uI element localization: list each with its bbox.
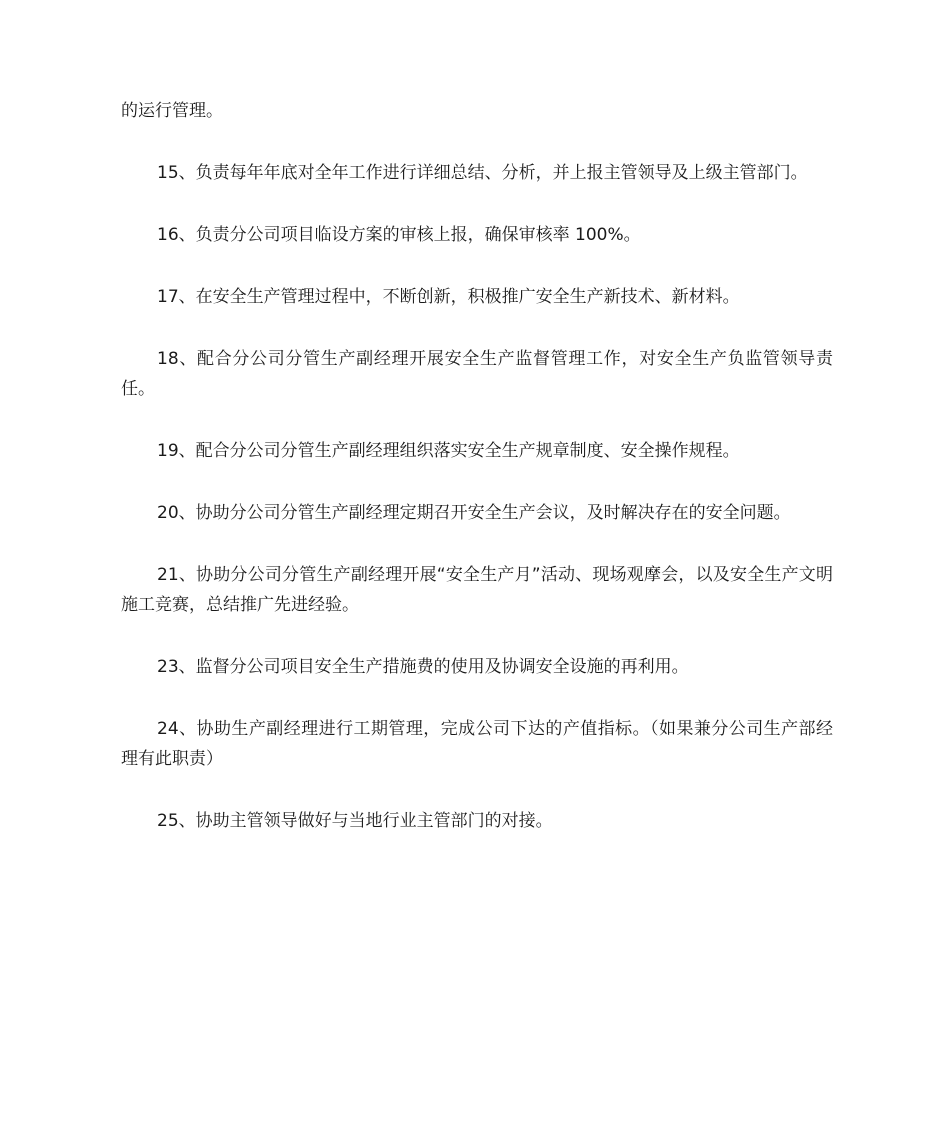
list-item-16: 16、负责分公司项目临设方案的审核上报，确保审核率 100%。 [157, 225, 641, 245]
list-item-23: 23、监督分公司项目安全生产措施费的使用及协调安全设施的再利用。 [157, 657, 689, 677]
document-body [121, 96, 833, 868]
list-item-19: 19、配合分公司分管生产副经理组织落实安全生产规章制度、安全操作规程。 [157, 441, 740, 461]
list-item-18: 18、配合分公司分管生产副经理开展安全生产监督管理工作，对安全生产负监管领导责任。 [121, 349, 833, 399]
list-item-24: 24、协助生产副经理进行工期管理，完成公司下达的产值指标。（如果兼分公司生产部经理有此职责） [121, 719, 833, 769]
list-item-21: 21、协助分公司分管生产副经理开展“安全生产月”活动、现场观摩会，以及安全生产文明施工竞赛，总结推广先进经验。 [121, 565, 833, 615]
list-item-17: 17、在安全生产管理过程中，不断创新，积极推广安全生产新技术、新材料。 [157, 287, 740, 307]
list-item-20: 20、协助分公司分管生产副经理定期召开安全生产会议，及时解决存在的安全问题。 [157, 503, 791, 523]
list-item-25: 25、协助主管领导做好与当地行业主管部门的对接。 [157, 811, 553, 831]
list-item-15: 15、负责每年年底对全年工作进行详细总结、分析，并上报主管领导及上级主管部门。 [157, 163, 808, 183]
continuation-text: 的运行管理。 [121, 101, 223, 121]
